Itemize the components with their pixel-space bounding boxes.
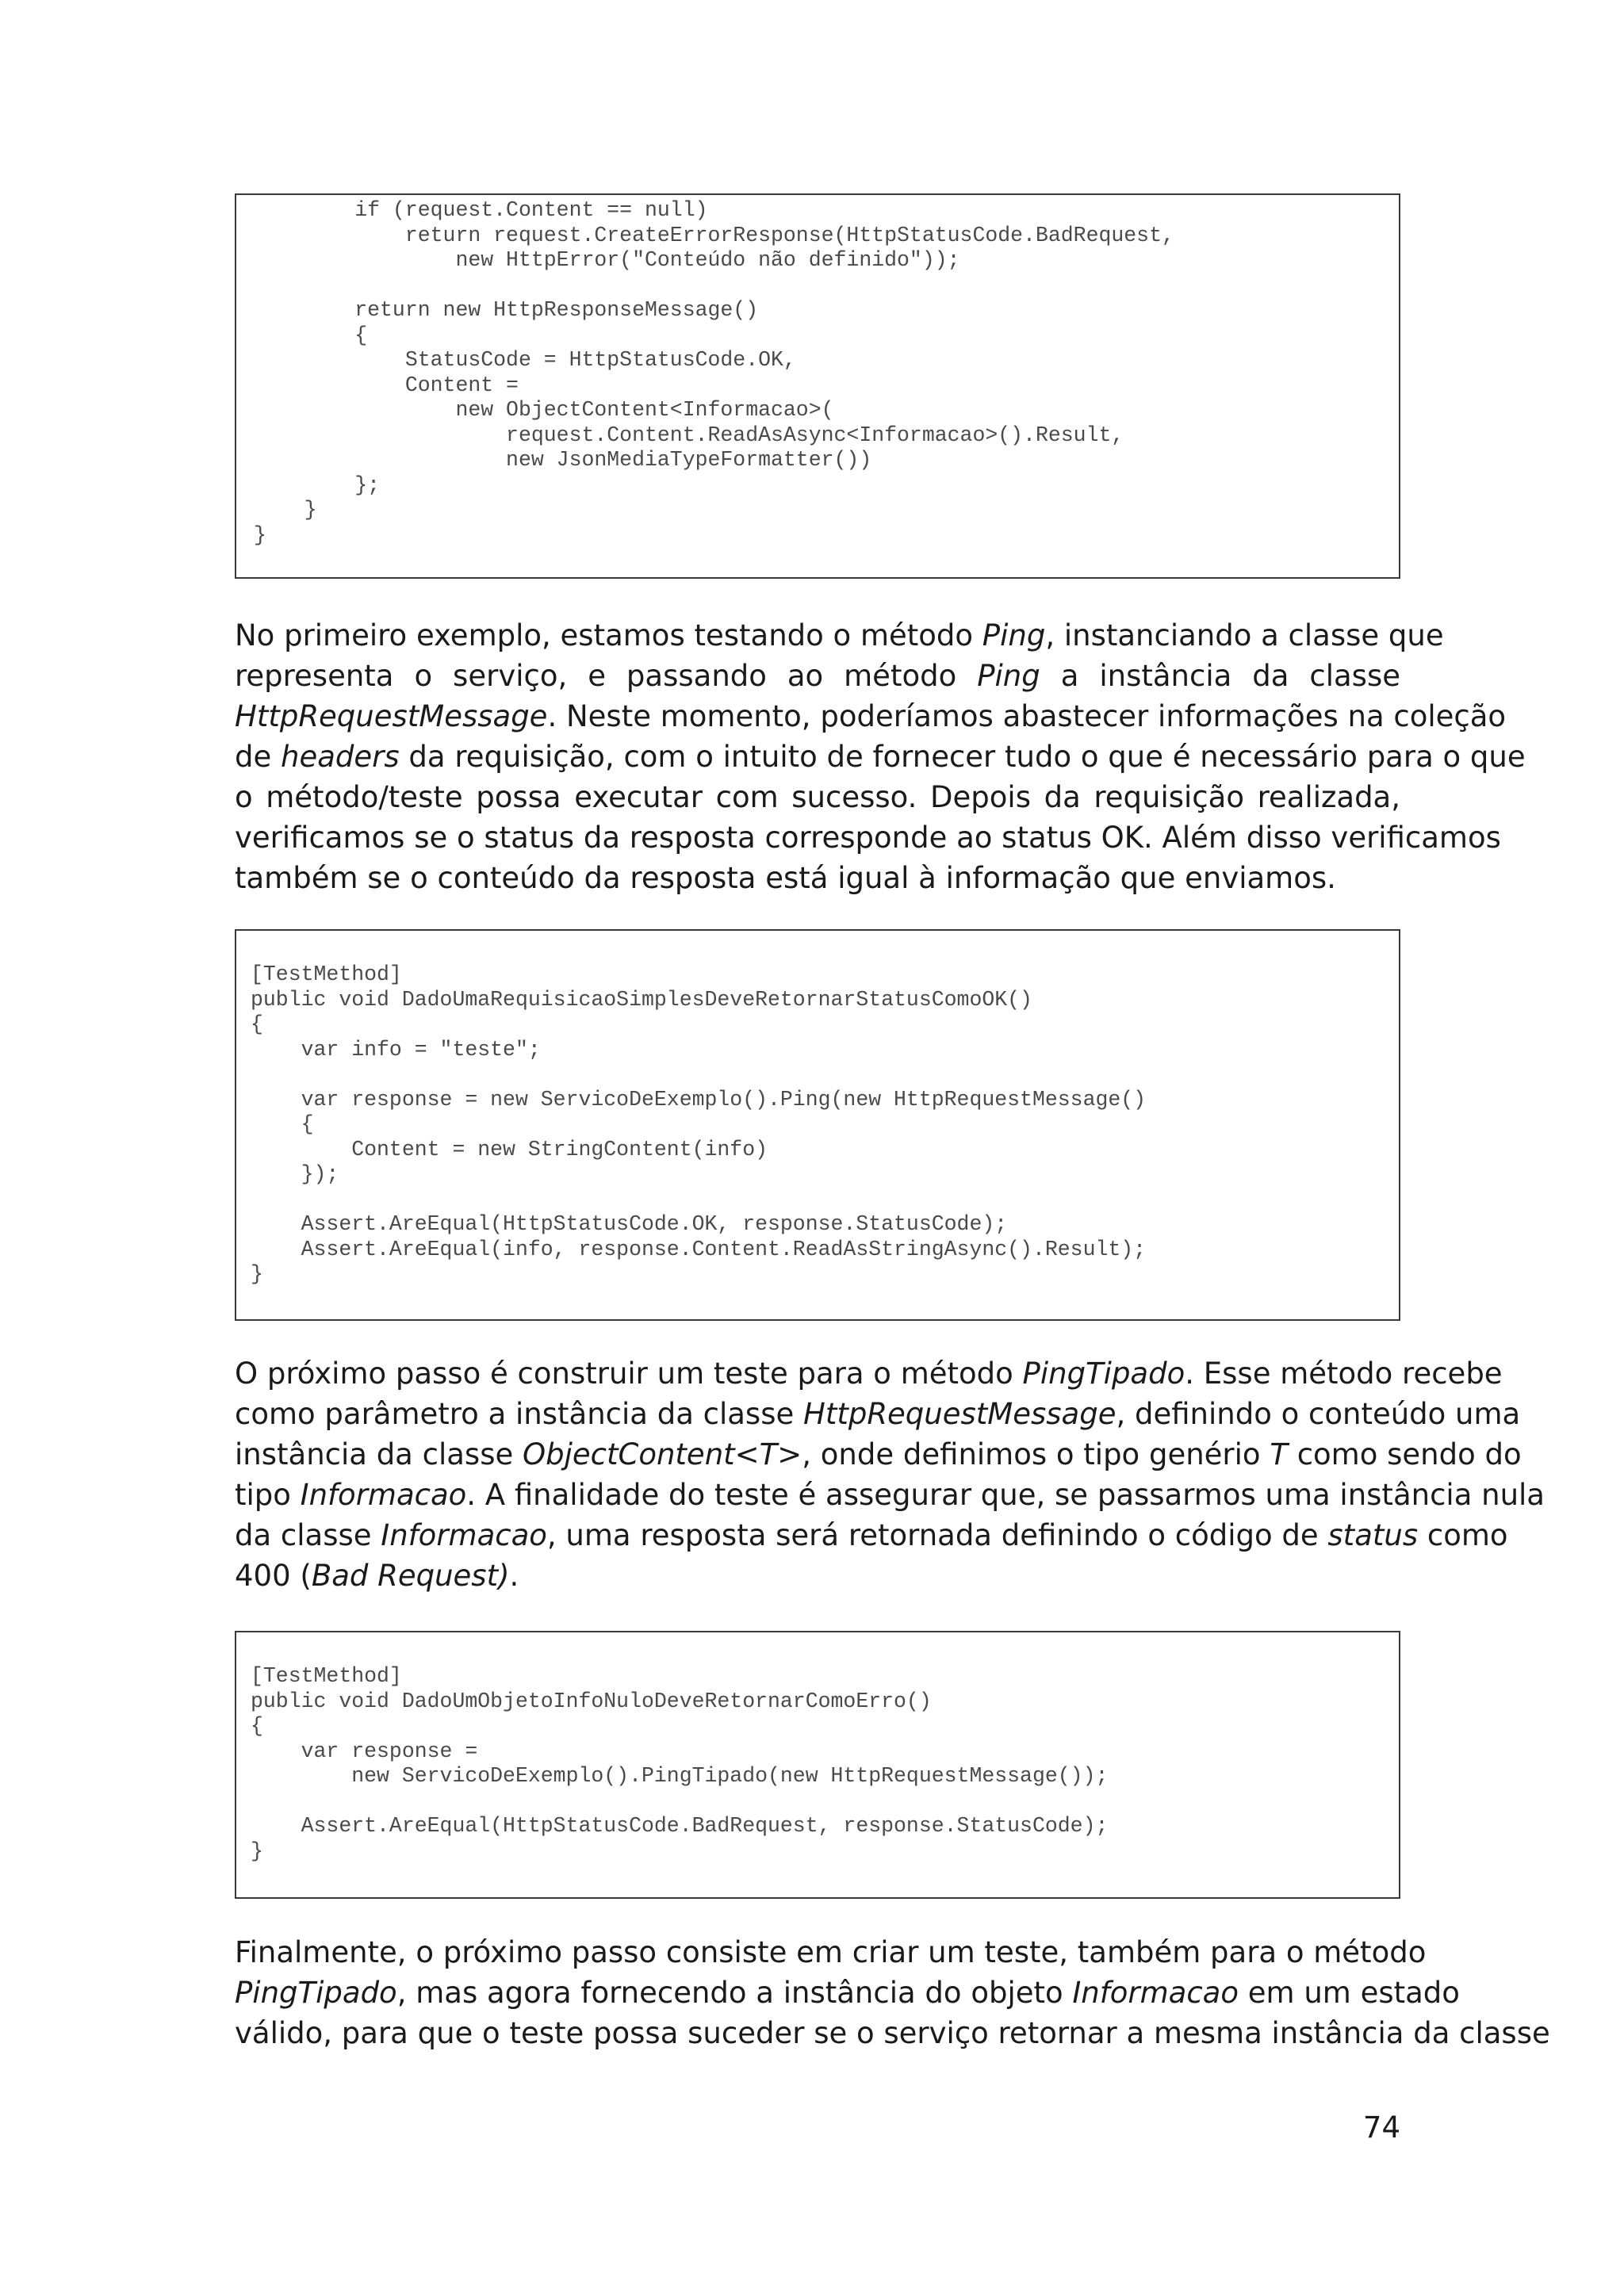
italic-term: PingTipado	[235, 1976, 397, 2010]
code-block-null-info-test	[235, 1631, 1400, 1899]
text-run: . Esse método recebe	[1185, 1357, 1503, 1391]
text-run: tipo	[235, 1478, 301, 1512]
text-run: O próximo passo é construir um teste para o método	[235, 1357, 1023, 1391]
italic-term: Ping	[982, 618, 1046, 652]
text-run: , definindo o conteúdo uma	[1116, 1397, 1521, 1431]
text-run: , mas agora fornecendo a instância do objeto	[396, 1976, 1073, 2010]
paragraph-line	[235, 817, 1501, 858]
text-run: como sendo do	[1287, 1437, 1522, 1471]
italic-term: Informacao	[300, 1478, 467, 1512]
paragraph-line	[235, 1556, 1400, 1596]
text-run: , instanciando a classe que	[1045, 618, 1444, 652]
text-run: a instância da classe	[1040, 659, 1400, 693]
paragraph-line	[235, 1353, 1503, 1394]
paragraph-line	[235, 1932, 1427, 1973]
italic-term: status	[1327, 1518, 1419, 1552]
text-run: verificamos se o status da resposta corresponde ao status OK. Além disso verificamos	[235, 821, 1501, 855]
italic-term: Informacao	[1072, 1976, 1239, 2010]
page-number: 74	[1362, 2110, 1400, 2145]
paragraph-line	[235, 858, 1400, 898]
text-run: . A finalidade do teste é assegurar que, se passarmos uma instância nula	[466, 1478, 1545, 1512]
text-run: da classe	[235, 1518, 381, 1552]
paragraph-pingtipado-null-test-explanation	[235, 1353, 1545, 1596]
italic-term: ObjectContent<T>	[523, 1437, 802, 1471]
code-text: if (request.Content == null) return request.CreateErrorResponse(HttpStatusCode.BadRequest, new HttpError("Conteúdo não definido")); return new HttpResponseMessage() { StatusCode = HttpStatusCode.OK, Content = new ObjectContent<Informacao>( request.Content.ReadAsAsync<Informacao>().Result, new JsonMediaTypeFormatter()) }; } }	[254, 198, 1174, 547]
text-run: de	[235, 740, 282, 774]
italic-term: HttpRequestMessage	[235, 699, 548, 733]
italic-term: Informacao	[381, 1518, 547, 1552]
code-block-service-continuation	[235, 193, 1400, 579]
italic-term: T	[1270, 1437, 1288, 1471]
text-run: .	[509, 1559, 519, 1593]
italic-term: Bad Request)	[311, 1559, 510, 1593]
italic-term: HttpRequestMessage	[803, 1397, 1116, 1431]
paragraph-line	[235, 2013, 1550, 2053]
text-run: válido, para que o teste possa suceder se o serviço retornar a mesma instância da classe	[235, 2016, 1550, 2050]
text-run: como	[1418, 1518, 1508, 1552]
paragraph-line	[235, 777, 1400, 817]
paragraph-pingtipado-valid-test-intro	[235, 1932, 1550, 2053]
text-run: , onde definimos o tipo genério	[802, 1437, 1270, 1471]
text-run: como parâmetro a instância da classe	[235, 1397, 804, 1431]
paragraph-line	[235, 1434, 1522, 1475]
code-text: [TestMethod] public void DadoUmaRequisicaoSimplesDeveRetornarStatusComoOK() { var info = "teste"; var response = new ServicoDeExemplo().Ping(new HttpRequestMessage() { Content = new StringContent(info) }); Assert.AreEqual(HttpStatusCode.OK, response.StatusCode); Assert.AreEqual(info, response.Content.ReadAsStringAsync().Result); }	[251, 962, 1147, 1286]
paragraph-ping-test-explanation	[235, 615, 1526, 898]
paragraph-line	[235, 1973, 1460, 2013]
text-run: o método/teste possa executar com sucesso. Depois da requisição realizada,	[235, 780, 1400, 814]
paragraph-line	[235, 696, 1507, 737]
text-run: No primeiro exemplo, estamos testando o método	[235, 618, 982, 652]
paragraph-line	[235, 1394, 1521, 1434]
paragraph-line	[235, 1475, 1545, 1515]
text-run: representa o serviço, e passando ao método	[235, 659, 978, 693]
text-run: instância da classe	[235, 1437, 523, 1471]
italic-term: Ping	[977, 659, 1040, 693]
code-block-ping-test	[235, 929, 1400, 1321]
text-run: da requisição, com o intuito de fornecer tudo o que é necessário para o que	[399, 740, 1526, 774]
text-run: 400 (	[235, 1559, 312, 1593]
paragraph-line	[235, 656, 1400, 696]
text-run: . Neste momento, poderíamos abastecer informações na coleção	[547, 699, 1507, 733]
italic-term: headers	[281, 740, 400, 774]
paragraph-line	[235, 615, 1444, 656]
text-run: Finalmente, o próximo passo consiste em criar um teste, também para o método	[235, 1935, 1427, 1969]
text-run: em um estado	[1239, 1976, 1460, 2010]
italic-term: PingTipado	[1022, 1357, 1185, 1391]
code-text: [TestMethod] public void DadoUmObjetoInfoNuloDeveRetornarComoErro() { var response = new ServicoDeExemplo().PingTipado(new HttpRequestMessage()); Assert.AreEqual(HttpStatusCode.BadRequest, response.StatusCode); }	[251, 1664, 1109, 1863]
paragraph-line	[235, 737, 1526, 777]
text-run: também se o conteúdo da resposta está igual à informação que enviamos.	[235, 861, 1336, 895]
text-run: , uma resposta será retornada definindo o código de	[546, 1518, 1328, 1552]
paragraph-line	[235, 1515, 1508, 1556]
